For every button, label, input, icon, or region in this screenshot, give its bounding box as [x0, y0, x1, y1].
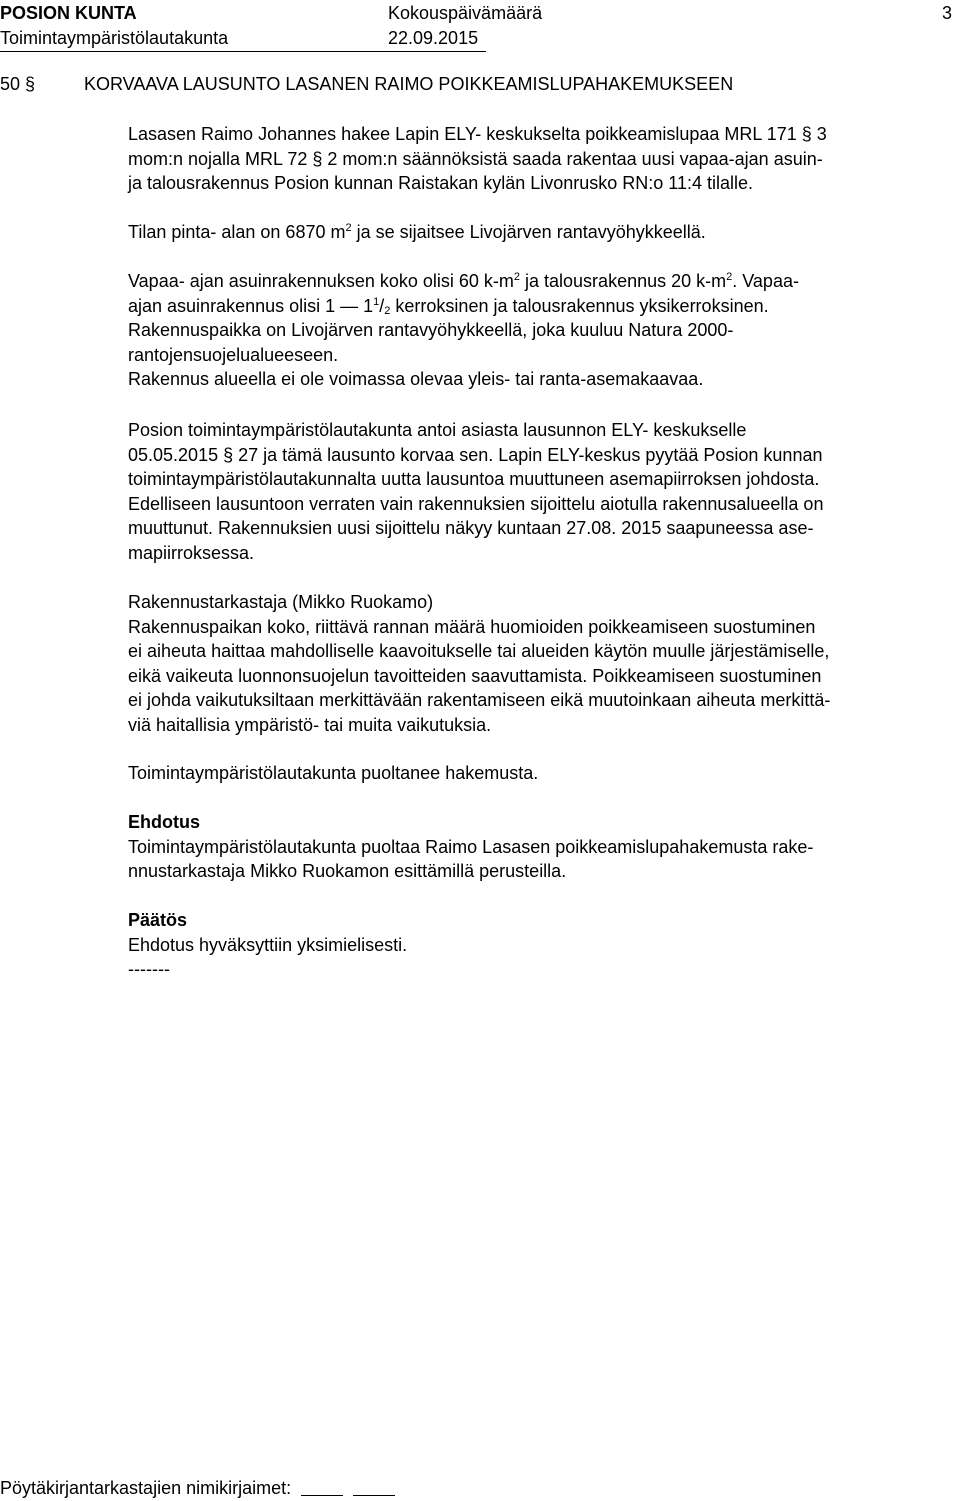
initials-line-1 [301, 1479, 343, 1496]
date-label: Kokouspäivämäärä [388, 3, 543, 23]
paragraph-application: Lasasen Raimo Johannes hakee Lapin ELY- keskukselta poikkeamislupaa MRL 171 § 3 mom:n nojalla MRL 72 § 2 mom:n säännöksistä saada rakentaa uusi vapaa-ajan asuin- ja talousrakennus Posion kunnan Raistakan kylän Livonrusko RN:o 11:4 tilalle. [128, 124, 827, 193]
paragraph-building-size: Vapaa- ajan asuinrakennuksen koko olisi 60 $k-m^2$ ja talousrakennus 20 $k-m^2$. Vapaa- ajan asuinrakennus olisi 1 — $1^1/_2$ kerroksinen ja talousrakennus yksikerroksinen. Rakennuspaikka on Livojärven rantavyöhykkeellä, joka kuuluu Natura 2000- rantojensuojelualueeseen. Rakennus alueella ei ole voimassa olevaa yleis- tai ranta-asemakaavaa. [128, 271, 799, 389]
meeting-date: 22.09.2015 [388, 28, 479, 48]
decision-heading: Päätös [128, 910, 188, 930]
paragraph-board-opinion: Toimintaympäristölautakunta puoltanee hakemusta. [128, 763, 539, 783]
paragraph-building-inspector: Rakennustarkastaja (Mikko Ruokamo) Rakennuspaikan koko, riittävä rannan määrä huomioiden poikkeamiseen suostuminen ei aiheuta haittaa mahdolliselle kaavoitukselle tai alueiden käytön muulle järjestämiselle, eikä vaikeuta luonnonsuojelun tavoitteiden saavuttamista. Poikkeamiseen suostuminen ei johda vaikutuksiltaan merkittävään rakentamiseen eikä muutoinkaan aiheuta merkittä- viä haitallisia ympäristö- tai muita vaikutuksia. [128, 592, 831, 735]
header-underline [0, 51, 486, 52]
section-number: 50 § [0, 74, 36, 94]
org-name: POSION KUNTA [0, 3, 137, 23]
header-row-1 [0, 1, 137, 26]
footer-label: Pöytäkirjantarkastajien nimikirjaimet: [0, 1478, 292, 1498]
paragraph-previous-statement: Posion toimintaympäristölautakunta antoi asiasta lausunnon ELY- keskukselle 05.05.2015 § 27 ja tämä lausunto korvaa sen. Lapin ELY-keskus pyytää Posion kunnan toimintaympäristölautakunnalta uutta lausuntoa muuttuneen asemapiirroksen johdosta. Edelliseen lausuntoon verraten vain rakennuksien sijoittelu aiotulla rakennusalueella on muuttunut. Rakennuksien uusi sijoittelu näkyy kuntaan 27.08. 2015 saapuneessa ase- mapiirroksessa. [128, 420, 824, 563]
proposal-heading: Ehdotus [128, 812, 200, 832]
page-number: 3 [941, 3, 952, 23]
proposal-section: Ehdotus Toimintaympäristölautakunta puoltaa Raimo Lasasen poikkeamislupahakemusta rake- nnustarkastaja Mikko Ruokamon esittämillä perusteilla. [128, 810, 954, 884]
decision-section: Päätös Ehdotus hyväksyttiin yksimielisesti. ------- [128, 908, 954, 982]
board-name: Toimintaympäristölautakunta [0, 28, 229, 48]
paragraph-area: Tilan pinta- alan on 6870 $m^2$ ja se sijaitsee Livojärven rantavyöhykkeellä. [128, 222, 706, 242]
footer [0, 1476, 395, 1501]
section-title: KORVAAVA LAUSUNTO LASANEN RAIMO POIKKEAMISLUPAHAKEMUKSEEN [84, 74, 734, 94]
separator: ------- [128, 959, 170, 979]
initials-line-2 [353, 1479, 395, 1496]
